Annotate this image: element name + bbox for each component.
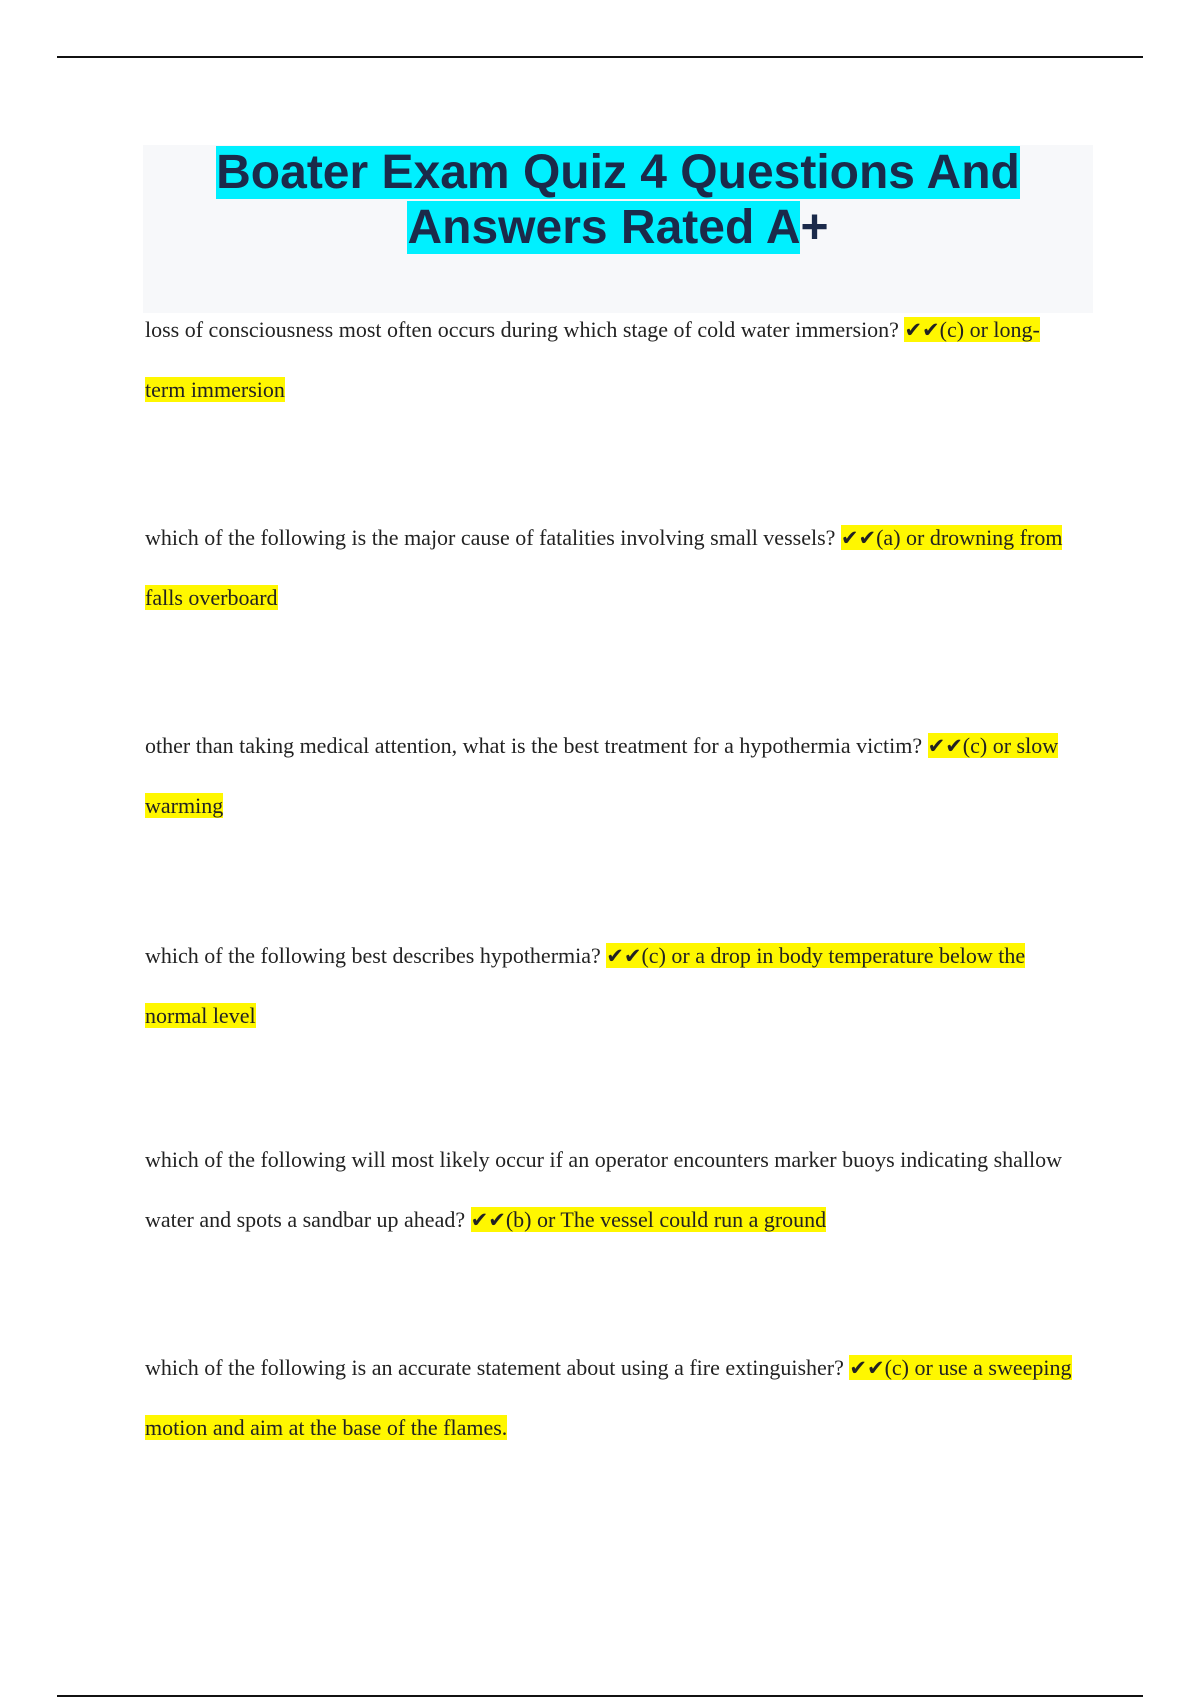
- double-check-icon: ✔✔: [606, 944, 642, 968]
- question-text: other than taking medical attention, what is the best treatment for a hypothermia victim?: [145, 733, 928, 758]
- qa-item-4: [145, 926, 1080, 1046]
- answer-highlight: [471, 1207, 827, 1232]
- qa-item-5: [145, 1130, 1080, 1250]
- double-check-icon: ✔✔: [470, 1208, 506, 1232]
- question-text: which of the following best describes hypothermia?: [145, 943, 607, 968]
- answer-text: (a) or drowning from falls overboard: [145, 525, 1063, 610]
- question-text: loss of consciousness most often occurs during which stage of cold water immersion?: [145, 317, 905, 342]
- answer-text: (c) or long-term immersion: [145, 317, 1040, 402]
- document-title: [143, 145, 1093, 255]
- question-text: which of the following will most likely occur if an operator encounters marker buoys indicating shallow water and spots a sandbar up ahead?: [145, 1147, 1063, 1232]
- title-block: [143, 145, 1093, 313]
- top-rule: [57, 56, 1143, 58]
- answer-text: (b) or The vessel could run a ground: [505, 1207, 827, 1232]
- double-check-icon: ✔✔: [904, 318, 940, 342]
- answer-text: (c) or use a sweeping motion and aim at the base of the flames.: [145, 1355, 1072, 1440]
- double-check-icon: ✔✔: [840, 526, 877, 550]
- answer-text: (c) or slow warming: [145, 733, 1059, 818]
- title-line-1: Boater Exam Quiz 4 Questions And: [216, 146, 1020, 199]
- double-check-icon: ✔✔: [927, 734, 963, 758]
- qa-item-3: [145, 716, 1080, 836]
- qa-item-6: [145, 1338, 1080, 1458]
- question-text: which of the following is the major cause of fatalities involving small vessels?: [145, 525, 841, 550]
- qa-item-1: [145, 300, 1080, 420]
- bottom-rule: [57, 1695, 1143, 1697]
- answer-text: (c) or a drop in body temperature below the normal level: [145, 943, 1026, 1028]
- title-line-2: Answers Rated A: [407, 201, 801, 254]
- double-check-icon: ✔✔: [849, 1356, 885, 1380]
- qa-item-2: [145, 508, 1080, 628]
- question-text: which of the following is an accurate statement about using a fire extinguisher?: [145, 1355, 850, 1380]
- title-line-2-tail: +: [800, 201, 829, 254]
